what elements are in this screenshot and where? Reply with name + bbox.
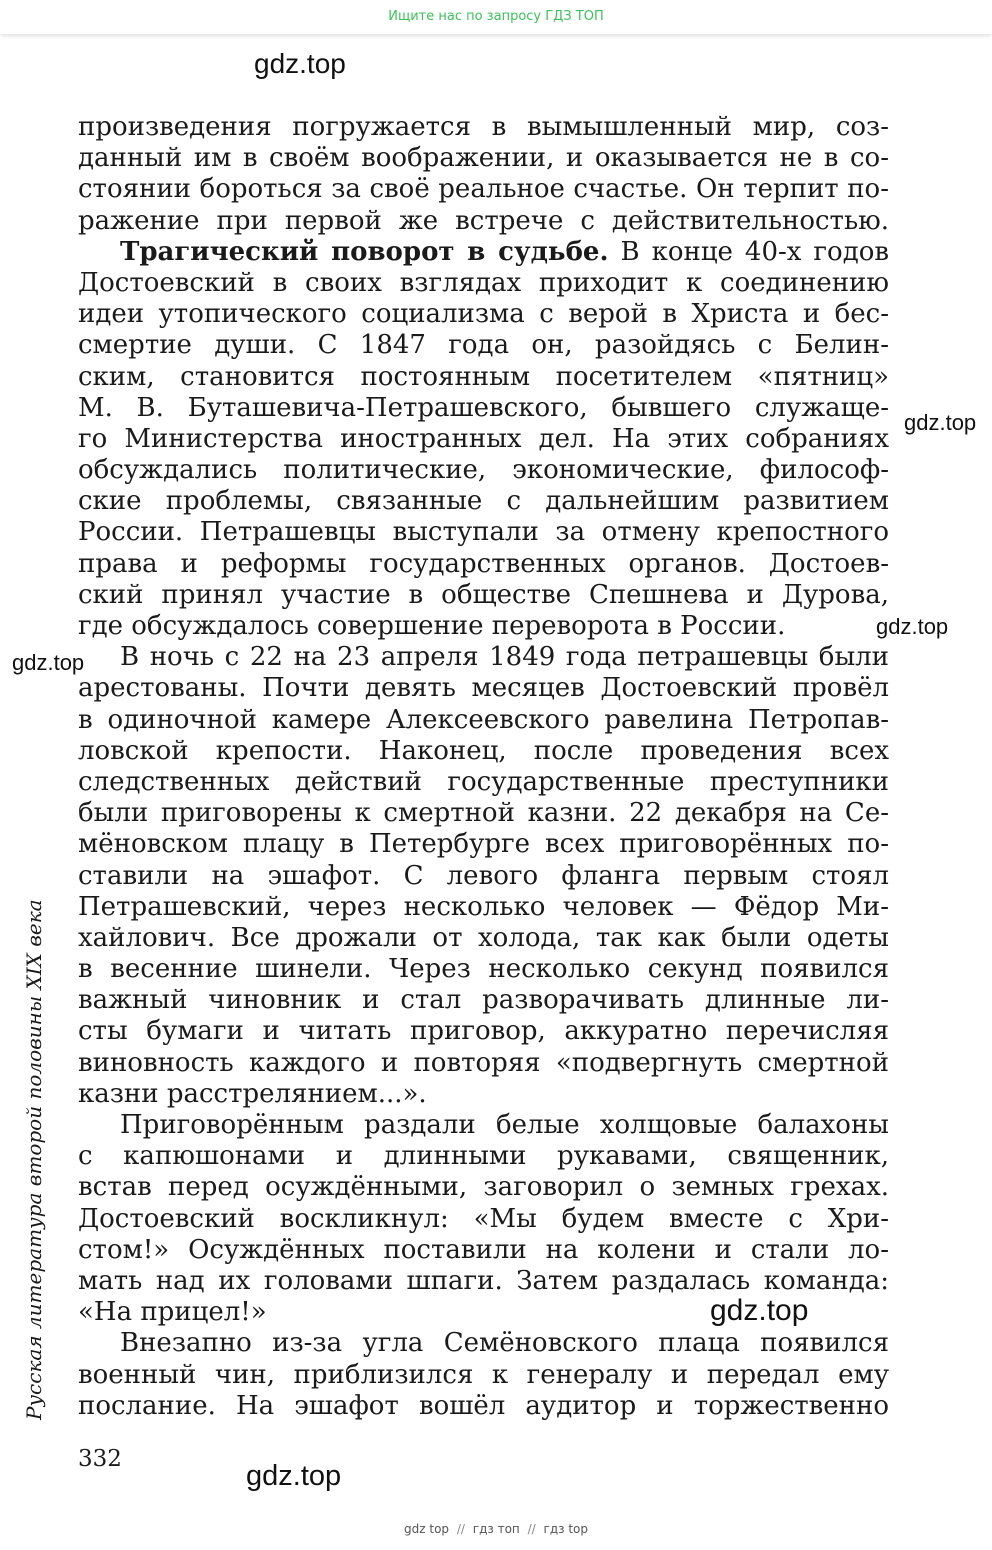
watermark-3: gdz.top — [876, 614, 949, 639]
text-line: послание. На эшафот вошёл аудитор и торжественно — [78, 1390, 889, 1421]
text-line: ский принял участие в обществе Спешнева и Дурова, — [78, 579, 889, 610]
text-line: ставили на эшафот. С левого фланга первым стоял — [78, 860, 889, 891]
text-line: казни расстрелянием...». — [78, 1078, 427, 1109]
text-line: ским, становится постоянным посетителем «пятниц» — [78, 361, 889, 392]
text-line: данный им в своём воображении, и оказывается не в со- — [78, 143, 889, 174]
text-line: идеи утопического социализма с верой в Христа и бес- — [78, 299, 889, 330]
text-line: важный чиновник и стал разворачивать длинные ли- — [78, 985, 889, 1016]
text-line: мёновском плацу в Петербурге всех приговорённых по- — [78, 829, 889, 860]
top-banner-link[interactable]: Ищите нас по запросу ГДЗ ТОП — [388, 9, 604, 24]
top-banner — [0, 0, 992, 34]
bottom-links — [0, 1522, 992, 1536]
text-line: России. Петрашевцы выступали за отмену крепостного — [78, 517, 889, 548]
text-line: стом!» Осуждённых поставили на колени и стали ло- — [78, 1234, 889, 1265]
text-line: арестованы. Почти девять месяцев Достоевский провёл — [78, 673, 889, 704]
bottom-link-2[interactable]: гдз топ — [472, 1522, 520, 1536]
text-line: в одиночной камере Алексеевского равелина Петропав- — [78, 704, 889, 735]
text-line: были приговорены к смертной казни. 22 декабря на Се- — [78, 798, 889, 829]
watermark-6: gdz.top — [246, 1460, 342, 1492]
text-line: произведения погружается в вымышленный мир, соз- — [78, 112, 889, 142]
text-line: хайлович. Все дрожали от холода, так как были одеты — [78, 922, 889, 953]
text-line: виновность каждого и повторяя «подвергнуть смертной — [78, 1047, 889, 1078]
bottom-link-3[interactable]: гдз top — [543, 1522, 588, 1536]
page-number: 332 — [78, 1446, 122, 1472]
text-line: Внезапно из-за угла Семёновского плаца появился — [120, 1328, 889, 1359]
text-line: обсуждались политические, экономические, философ- — [78, 455, 889, 486]
text-line: ловской крепости. Наконец, после проведения всех — [78, 735, 889, 766]
text-line: с капюшонами и длинными рукавами, священник, — [78, 1141, 889, 1172]
text-line: Достоевский воскликнул: «Мы будем вместе с Хри- — [78, 1203, 889, 1234]
text-line: Достоевский в своих взглядах приходит к соединению — [78, 267, 889, 298]
text-line: го Министерства иностранных дел. На этих собраниях — [78, 423, 889, 454]
text-line: где обсуждалось совершение переворота в России. — [78, 611, 786, 641]
text-line: В ночь с 22 на 23 апреля 1849 года петрашевцы были — [120, 642, 889, 673]
bottom-separator: // — [456, 1522, 465, 1536]
spine-title: Русская литература второй половины XIX века — [22, 899, 46, 1420]
text-line: встав перед осуждёнными, заговорил о земных грехах. — [78, 1172, 889, 1203]
text-line: стоянии бороться за своё реальное счастье. Он терпит по- — [78, 174, 889, 205]
text-line: «На прицел!» — [78, 1297, 267, 1328]
watermark-5: gdz.top — [710, 1294, 809, 1327]
section-heading-rest: В конце 40-х годов — [608, 236, 889, 267]
text-line: смертие души. С 1847 года он, разойдясь с Белин- — [78, 330, 889, 361]
watermark-1: gdz.top — [254, 48, 346, 79]
text-line: следственных действий государственные преступники — [78, 766, 889, 797]
text-line: ражение при первой же встрече с действительностью. — [78, 205, 889, 236]
body-text — [78, 112, 889, 1422]
text-line: военный чин, приблизился к генералу и передал ему — [78, 1359, 889, 1390]
text-line: Петрашевский, через несколько человек — Фёдор Ми- — [78, 891, 889, 922]
bottom-link-1[interactable]: gdz top — [404, 1522, 450, 1536]
text-line: в весенние шинели. Через несколько секунд появился — [78, 954, 889, 985]
watermark-2: gdz.top — [904, 410, 977, 435]
text-line: М. В. Буташевича-Петрашевского, бывшего служаще- — [78, 392, 889, 423]
watermark-4: gdz.top — [12, 650, 85, 675]
text-line: мать над их головами шпаги. Затем раздалась команда: — [78, 1265, 889, 1296]
text-line: Приговорённым раздали белые холщовые балахоны — [120, 1110, 889, 1140]
text-line: ские проблемы, связанные с дальнейшим развитием — [78, 486, 889, 517]
section-heading-line — [78, 237, 889, 268]
section-heading: Трагический поворот в судьбе. — [120, 236, 609, 267]
bottom-separator: // — [527, 1522, 536, 1536]
text-line: сты бумаги и читать приговор, аккуратно перечисляя — [78, 1016, 889, 1047]
text-line: права и реформы государственных органов. Достоев- — [78, 548, 889, 579]
